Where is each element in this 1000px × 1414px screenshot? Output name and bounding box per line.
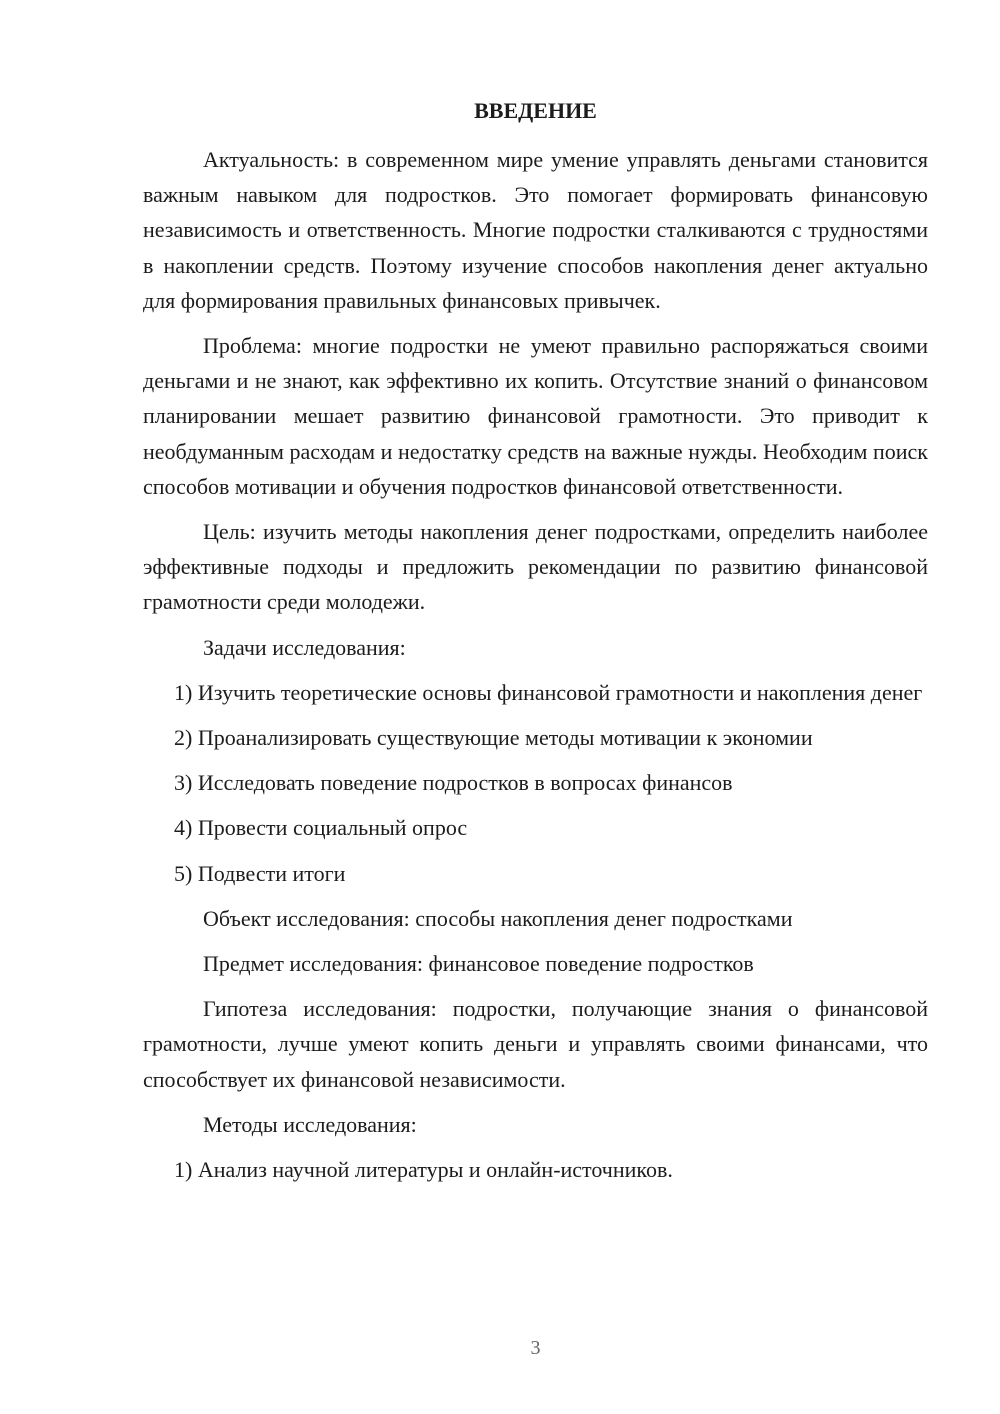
research-object: Объект исследования: способы накопления денег подростками — [203, 905, 793, 931]
paragraph-problem: Проблема: многие подростки не умеют правильно распоряжаться своими деньгами и не знают, как эффективно их копить. Отсутствие знаний о финансовом планировании мешает развитию финансовой грамотности. Это приводит к необдуманным расходам и недостатку средств на важные нужды. Необходим поиск способов мотивации и обучения подростков финансовой ответственности. — [143, 333, 928, 499]
page-number: 3 — [530, 1337, 541, 1359]
task-item-1: 1) Изучить теоретические основы финансовой грамотности и накопления денег — [174, 679, 923, 705]
research-hypothesis: Гипотеза исследования: подростки, получающие знания о финансовой грамотности, лучше умеют копить деньги и управлять своими финансами, что способствует их финансовой независимости. — [143, 996, 928, 1092]
task-item-4: 4) Провести социальный опрос — [174, 815, 468, 841]
paragraph-goal: Цель: изучить методы накопления денег подростками, определить наиболее эффективные подходы и предложить рекомендации по развитию финансовой грамотности среди молодежи. — [143, 519, 928, 615]
method-item-1: 1) Анализ научной литературы и онлайн-источников. — [174, 1157, 673, 1183]
page-title: ВВЕДЕНИЕ — [474, 98, 597, 123]
research-subject: Предмет исследования: финансовое поведение подростков — [203, 951, 754, 977]
methods-heading: Методы исследования: — [203, 1111, 417, 1137]
task-item-5: 5) Подвести итоги — [174, 860, 346, 886]
task-item-3: 3) Исследовать поведение подростков в вопросах финансов — [174, 770, 733, 796]
task-item-2: 2) Проанализировать существующие методы мотивации к экономии — [174, 725, 813, 751]
paragraph-relevance: Актуальность: в современном мире умение управлять деньгами становится важным навыком для подростков. Это помогает формировать финансовую независимость и ответственность. Многие подростки сталкиваются с трудностями в накоплении средств. Поэтому изучение способов накопления денег актуально для формирования правильных финансовых привычек. — [143, 147, 928, 313]
document-page — [143, 0, 928, 1414]
tasks-heading: Задачи исследования: — [203, 634, 406, 660]
document-body — [143, 142, 928, 1197]
